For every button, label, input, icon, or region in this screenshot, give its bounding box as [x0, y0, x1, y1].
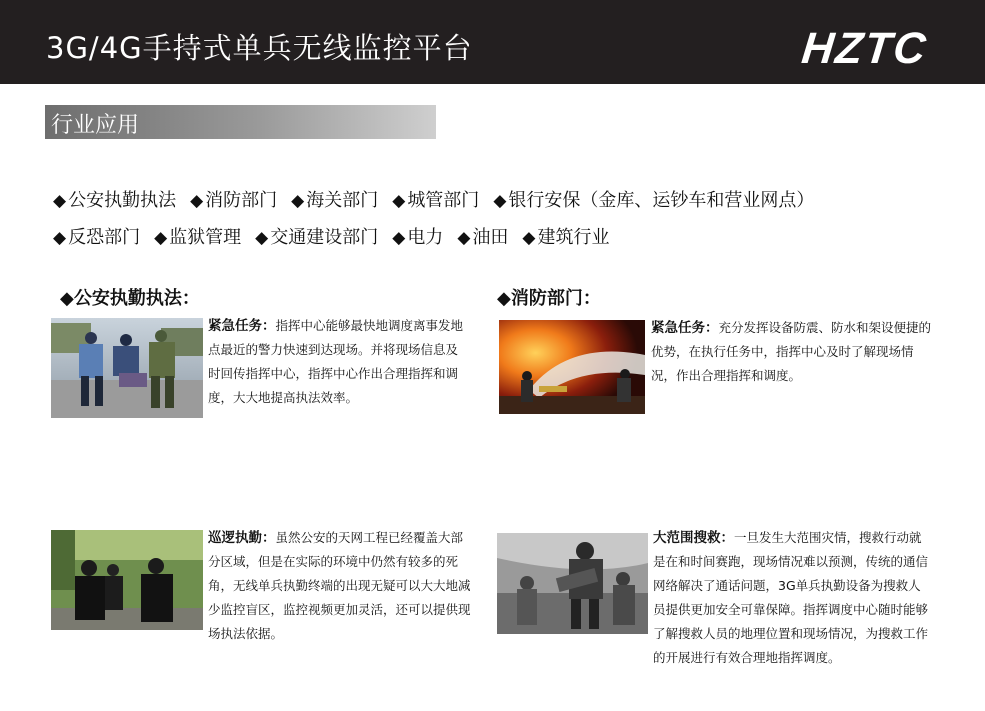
emergency-police-label: 紧急任务：	[208, 318, 276, 334]
emergency-fire-desc	[651, 316, 931, 388]
diamond-bullet-icon: ◆	[493, 191, 507, 211]
patrol-label: 巡逻执勤：	[208, 530, 276, 546]
firefighter-photo	[499, 320, 645, 414]
industry-item: ◆ 电力	[392, 227, 444, 248]
emergency-police-desc	[208, 314, 470, 410]
header-bar	[0, 0, 985, 84]
section-title: 行业应用	[51, 113, 140, 138]
industry-item: ◆ 油田	[457, 227, 509, 248]
diamond-bullet-icon: ◆	[497, 288, 511, 309]
industry-list-row-1	[53, 186, 828, 212]
diamond-bullet-icon: ◆	[53, 228, 67, 248]
rescue-photo	[497, 533, 648, 634]
patrol-text: 虽然公安的天网工程已经覆盖大部分区域，但是在实际的环境中仍然有较多的死角，无线单兵执勤终端的出现无疑可以大大地减少监控盲区，监控视频更加灵活，还可以提供现场执法依据。	[208, 530, 471, 641]
diamond-bullet-icon: ◆	[392, 191, 406, 211]
search-text: 一旦发生大范围灾情，搜救行动就是在和时间赛跑，现场情况难以预测，传统的通信网络解决了通话问题，3G单兵执勤设备为搜救人员提供更加安全可靠保障。指挥调度中心随时能够了解搜救人员的地理位置和现场情况，为搜救工作的开展进行有效合理地指挥调度。	[653, 530, 929, 665]
patrol-photo	[51, 530, 203, 630]
page-title: 3G/4G手持式单兵无线监控平台	[46, 31, 473, 65]
diamond-bullet-icon: ◆	[291, 191, 305, 211]
industry-list-row-2	[53, 223, 623, 249]
diamond-bullet-icon: ◆	[154, 228, 168, 248]
section-bar	[45, 105, 436, 139]
police-photo	[51, 318, 203, 418]
industry-item: ◆ 海关部门	[291, 190, 379, 211]
police-heading: ◆公安执勤执法：	[60, 288, 200, 309]
diamond-bullet-icon: ◆	[53, 191, 67, 211]
industry-item: ◆ 建筑行业	[522, 227, 610, 248]
diamond-bullet-icon: ◆	[522, 228, 536, 248]
diamond-bullet-icon: ◆	[392, 228, 406, 248]
search-label: 大范围搜救：	[653, 530, 734, 546]
emergency-fire-text: 充分发挥设备防震、防水和架设便捷的优势，在执行任务中，指挥中心及时了解现场情况，作出合理指挥和调度。	[651, 320, 932, 383]
industry-item: ◆ 消防部门	[190, 190, 278, 211]
diamond-bullet-icon: ◆	[457, 228, 471, 248]
patrol-desc	[208, 526, 474, 646]
brand-logo: HZTC	[799, 24, 930, 73]
fire-heading: ◆消防部门：	[497, 288, 601, 309]
emergency-fire-label: 紧急任务：	[651, 320, 719, 336]
industry-item: ◆ 银行安保（金库、运钞车和营业网点）	[493, 190, 815, 211]
search-desc	[653, 526, 931, 670]
industry-item: ◆ 公安执勤执法	[53, 190, 177, 211]
industry-item: ◆ 反恐部门	[53, 227, 141, 248]
diamond-bullet-icon: ◆	[190, 191, 204, 211]
industry-item: ◆ 城管部门	[392, 190, 480, 211]
diamond-bullet-icon: ◆	[255, 228, 269, 248]
industry-item: ◆ 监狱管理	[154, 227, 242, 248]
diamond-bullet-icon: ◆	[60, 288, 74, 309]
industry-item: ◆ 交通建设部门	[255, 227, 379, 248]
emergency-police-text: 指挥中心能够最快地调度离事发地点最近的警力快速到达现场。并将现场信息及时回传指挥中心，指挥中心作出合理指挥和调度，大大地提高执法效率。	[208, 318, 464, 405]
